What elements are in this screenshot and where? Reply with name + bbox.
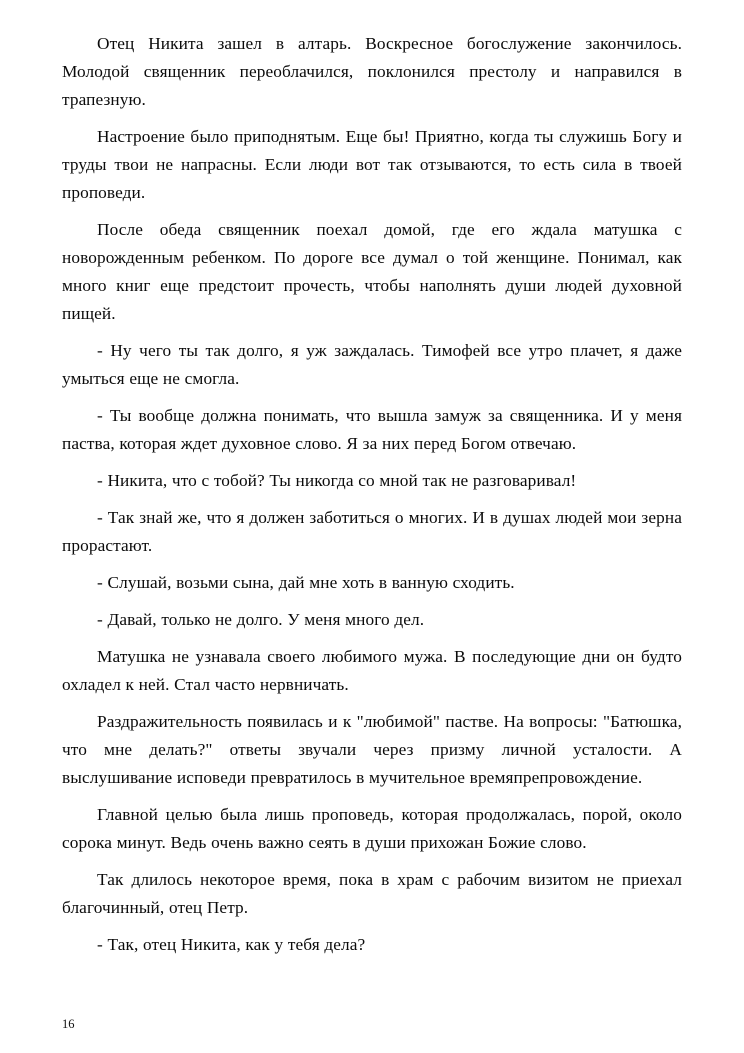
dialogue-paragraph: - Так, отец Никита, как у тебя дела? bbox=[97, 935, 366, 954]
paragraph: После обеда священник поехал домой, где его ждала матушка с новорожденным ребенком. По дороге все думал о той женщине. Понимал, как много книг еще предстоит прочесть, чтобы наполнять души людей духовной пищей. bbox=[62, 220, 682, 323]
dialogue-paragraph: - Ты вообще должна понимать, что вышла замуж за священника. И у меня паства, которая ждет духовное слово. Я за них перед Богом отвечаю. bbox=[62, 406, 682, 453]
paragraph: Главной целью была лишь проповедь, которая продолжалась, порой, около сорока минут. Ведь очень важно сеять в души прихожан Божие слово. bbox=[62, 805, 682, 852]
dialogue-paragraph: - Никита, что с тобой? Ты никогда со мной так не разговаривал! bbox=[97, 471, 577, 490]
page-body-text bbox=[62, 30, 682, 959]
dialogue-paragraph: - Ну чего ты так долго, я уж заждалась. Тимофей все утро плачет, я даже умыться еще не смогла. bbox=[62, 341, 682, 388]
dialogue-paragraph: - Так знай же, что я должен заботиться о многих. И в душах людей мои зерна прорастают. bbox=[62, 508, 682, 555]
paragraph: Так длилось некоторое время, пока в храм с рабочим визитом не приехал благочинный, отец Петр. bbox=[62, 870, 682, 917]
paragraph: Раздражительность появилась и к "любимой" пастве. На вопросы: "Батюшка, что мне делать?" ответы звучали через призму личной усталости. А выслушивание исповеди превратилось в мучительное времяпрепровождение. bbox=[62, 712, 682, 787]
paragraph: Матушка не узнавала своего любимого мужа. В последующие дни он будто охладел к ней. Стал часто нервничать. bbox=[62, 647, 682, 694]
paragraph: Настроение было приподнятым. Еще бы! Приятно, когда ты служишь Богу и труды твои не напрасны. Если люди вот так отзываются, то есть сила в твоей проповеди. bbox=[62, 127, 682, 202]
dialogue-paragraph: - Слушай, возьми сына, дай мне хоть в ванную сходить. bbox=[97, 573, 515, 592]
page-number: 16 bbox=[62, 1017, 75, 1031]
dialogue-paragraph: - Давай, только не долго. У меня много дел. bbox=[97, 610, 425, 629]
paragraph: Отец Никита зашел в алтарь. Воскресное богослужение закончилось. Молодой священник переоблачился, поклонился престолу и направился в трапезную. bbox=[62, 34, 682, 109]
